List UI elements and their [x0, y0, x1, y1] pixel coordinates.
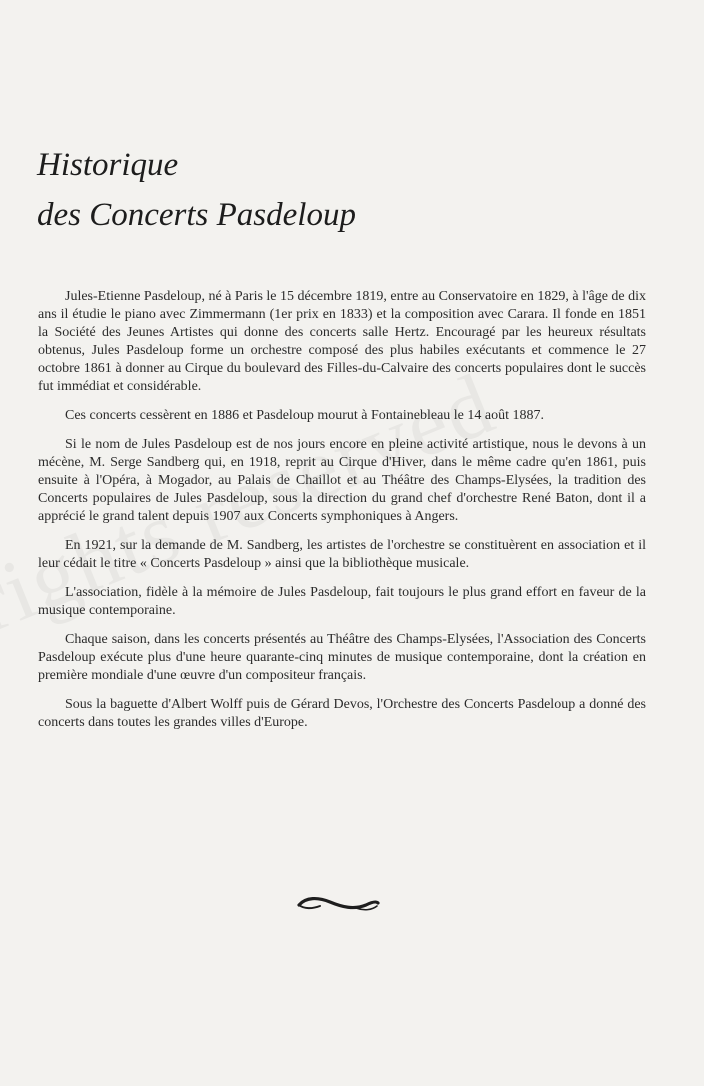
paragraph-2: Ces concerts cessèrent en 1886 et Pasdeloup mourut à Fontainebleau le 14 août 1887. [65, 408, 544, 423]
paragraph-7: Sous la baguette d'Albert Wolff puis de Gérard Devos, l'Orchestre des Concerts Pasdeloup a donné des concerts dans toutes les grandes villes d'Europe. [38, 697, 646, 730]
paragraph-5: L'association, fidèle à la mémoire de Jules Pasdeloup, fait toujours le plus grand effort en faveur de la musique contemporaine. [38, 585, 646, 618]
page-title [37, 140, 356, 240]
flourish-ornament-icon [296, 893, 380, 915]
title-line-2: des Concerts Pasdeloup [37, 197, 356, 233]
title-line-1: Historique [37, 147, 179, 183]
body-text [38, 288, 646, 743]
paragraph-3: Si le nom de Jules Pasdeloup est de nos jours encore en pleine activité artistique, nous le devons à un mécène, M. Serge Sandberg qui, en 1918, reprit au Cirque d'Hiver, dans le même cadre qu'en 1861, puis ensuite à l'Opéra, à Mogador, au Palais de Chaillot et au Théâtre des Champs-Elysées, la tradition des Concerts populaires de Jules Pasdeloup, sous la direction du grand chef d'orchestre René Baton, dont il a apprécié le grand talent depuis 1907 aux Concerts symphoniques à Angers. [38, 437, 646, 524]
paragraph-4: En 1921, sur la demande de M. Sandberg, les artistes de l'orchestre se constituèrent en association et il leur cédait le titre « Concerts Pasdeloup » ainsi que la bibliothèque musicale. [38, 538, 646, 571]
paragraph-6: Chaque saison, dans les concerts présentés au Théâtre des Champs-Elysées, l'Association des Concerts Pasdeloup exécute plus d'une heure quarante-cinq minutes de musique contemporaine, dont la création en première mondiale d'une œuvre d'un compositeur français. [38, 632, 646, 683]
paragraph-1: Jules-Etienne Pasdeloup, né à Paris le 15 décembre 1819, entre au Conservatoire en 1829, à l'âge de dix ans il étudie le piano avec Zimmermann (1er prix en 1833) et la composition avec Carara. Il fonde en 1851 la Société des Jeunes Artistes qui donne des concerts salle Hertz. Encouragé par les heureux résultats obtenus, Jules Pasdeloup forme un orchestre composé des plus habiles exécutants et commence le 27 octobre 1861 à donner au Cirque du boulevard des Filles-du-Calvaire des concerts populaires dont le succès fut immédiat et considérable. [38, 289, 647, 394]
